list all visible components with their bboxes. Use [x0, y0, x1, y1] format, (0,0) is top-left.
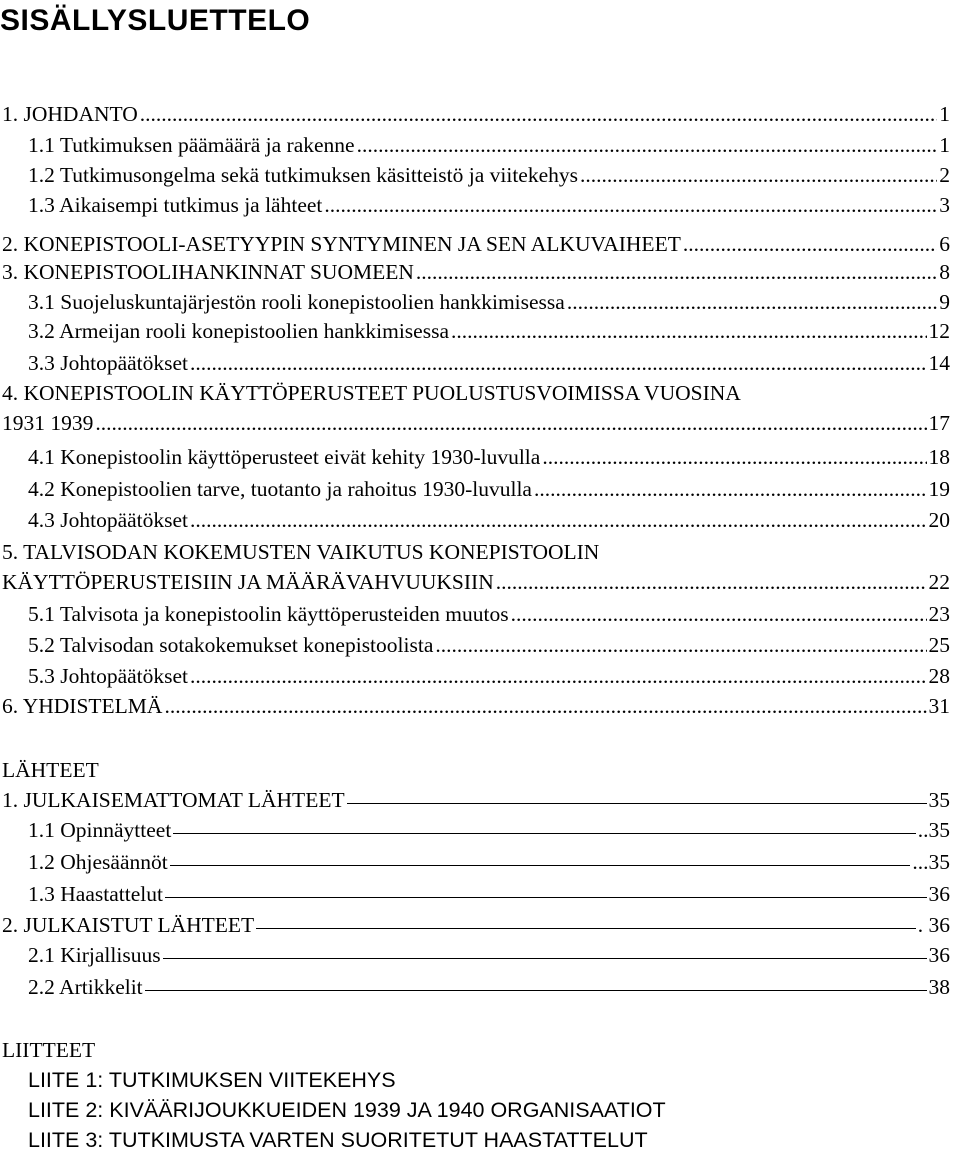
dot-leader [357, 130, 938, 160]
line-leader [165, 897, 927, 898]
toc-entry-label: 1.2 Ohjesäännöt [28, 850, 168, 874]
toc-entry-label: 1.1 Opinnäytteet [28, 818, 172, 842]
toc-entry-6 [2, 691, 950, 721]
dot-leader [534, 474, 927, 504]
toc-entry-page: 6 [939, 232, 950, 256]
toc-entry-page: 23 [928, 602, 950, 626]
toc-entry-page: 31 [928, 694, 950, 718]
toc-entry-page: 18 [928, 445, 950, 469]
toc-entry-5-line1: 5. TALVISODAN KOKEMUSTEN VAIKUTUS KONEPISTOOLIN [2, 540, 600, 564]
source-entry-1-2 [28, 847, 950, 877]
toc-entry-label: 2. KONEPISTOOLI-ASETYYPIN SYNTYMINEN JA SEN ALKUVAIHEET [2, 232, 681, 256]
toc-entry-5-1 [28, 599, 950, 629]
toc-entry-page: ...35 [912, 850, 950, 874]
toc-entry-label: 5.2 Talvisodan sotakokemukset konepistoolista [28, 633, 434, 657]
toc-entry-label: 4.3 Johtopäätökset [28, 508, 189, 532]
dot-leader [416, 257, 937, 287]
toc-entry-page: . 36 [917, 913, 950, 937]
toc-entry-johdanto [2, 99, 950, 129]
appendix-item: LIITE 3: TUTKIMUSTA VARTEN SUORITETUT HAASTATTELUT [28, 1128, 648, 1152]
toc-entry-1-1 [28, 130, 950, 160]
toc-entry-label: 2. JULKAISTUT LÄHTEET [2, 913, 255, 937]
toc-entry-1-2 [28, 160, 950, 190]
line-leader [170, 865, 911, 866]
toc-entry-page: 2 [939, 163, 950, 187]
dot-leader [580, 160, 937, 190]
toc-entry-label: 5.3 Johtopäätökset [28, 664, 189, 688]
toc-entry-page: 17 [928, 411, 950, 435]
toc-entry-label: 4.2 Konepistoolien tarve, tuotanto ja rahoitus 1930-luvulla [28, 477, 532, 501]
toc-entry-page: 14 [928, 351, 950, 375]
source-entry-2 [2, 910, 950, 940]
toc-entry-page: 20 [928, 508, 950, 532]
toc-entry-page: ..35 [917, 818, 950, 842]
toc-entry-label: 6. YHDISTELMÄ [2, 694, 163, 718]
toc-entry-page: 1 [939, 102, 950, 126]
toc-entry-3-3 [28, 348, 950, 378]
dot-leader [190, 348, 926, 378]
dot-leader [95, 408, 926, 438]
toc-entry-3 [2, 257, 950, 287]
dot-leader [567, 287, 937, 317]
source-entry-1-1 [28, 815, 950, 845]
toc-entry-page: 12 [928, 319, 950, 343]
toc-entry-label: 4.1 Konepistoolin käyttöperusteet eivät kehity 1930-luvulla [28, 445, 541, 469]
toc-entry-label: 1.3 Aikaisempi tutkimus ja lähteet [28, 193, 323, 217]
toc-entry-label: 3. KONEPISTOOLIHANKINNAT SUOMEEN [2, 260, 414, 284]
appendix-item: LIITE 2: KIVÄÄRIJOUKKUEIDEN 1939 JA 1940 ORGANISAATIOT [28, 1098, 666, 1122]
source-entry-1-3 [28, 879, 950, 909]
toc-entry-4-1 [28, 442, 950, 472]
toc-entry-label: 1. JOHDANTO [2, 102, 138, 126]
toc-entry-label: 2.1 Kirjallisuus [28, 943, 161, 967]
toc-entry-label: 5.1 Talvisota ja konepistoolin käyttöperusteiden muutos [28, 602, 509, 626]
toc-entry-5-3 [28, 661, 950, 691]
toc-entry-3-1 [28, 287, 950, 317]
toc-entry-page: 8 [939, 260, 950, 284]
toc-entry-5-2 [28, 630, 950, 660]
toc-entry-label: 1.2 Tutkimusongelma sekä tutkimuksen käsitteistö ja viitekehys [28, 163, 579, 187]
toc-entry-page: 36 [928, 943, 950, 967]
source-entry-1 [2, 785, 950, 815]
toc-entry-page: 36 [928, 882, 950, 906]
toc-entry-5 [2, 567, 950, 597]
line-leader [145, 990, 927, 991]
toc-entry-2 [2, 229, 950, 259]
toc-entry-page: 38 [928, 975, 950, 999]
page-title: SISÄLLYSLUETTELO [0, 4, 311, 37]
source-entry-2-2 [28, 972, 950, 1002]
toc-entry-4-3 [28, 505, 950, 535]
toc-entry-4-line1: 4. KONEPISTOOLIN KÄYTTÖPERUSTEET PUOLUSTUSVOIMISSA VUOSINA [2, 381, 741, 405]
dot-leader [164, 691, 926, 721]
line-leader [256, 928, 916, 929]
dot-leader [496, 567, 927, 597]
toc-entry-label: 2.2 Artikkelit [28, 975, 143, 999]
line-leader [163, 958, 927, 959]
toc-entry-label: 1. JULKAISEMATTOMAT LÄHTEET [2, 788, 345, 812]
dot-leader [511, 599, 927, 629]
dot-leader [190, 505, 926, 535]
dot-leader [451, 316, 927, 346]
toc-entry-page: 22 [928, 570, 950, 594]
toc-entry-1-3 [28, 190, 950, 220]
toc-entry-label: 1.3 Haastattelut [28, 882, 163, 906]
toc-entry-page: 1 [939, 133, 950, 157]
line-leader [347, 803, 927, 804]
toc-entry-page: 19 [928, 477, 950, 501]
sources-heading: LÄHTEET [2, 758, 99, 782]
appendices-heading: LIITTEET [2, 1038, 96, 1062]
toc-entry-page: 9 [939, 290, 950, 314]
toc-entry-label: KÄYTTÖPERUSTEISIIN JA MÄÄRÄVAHVUUKSIIN [2, 570, 494, 594]
source-entry-2-1 [28, 940, 950, 970]
dot-leader [683, 229, 937, 259]
dot-leader [435, 630, 926, 660]
toc-entry-4 [2, 408, 950, 438]
toc-entry-label: 3.1 Suojeluskuntajärjestön rooli konepistoolien hankkimisessa [28, 290, 565, 314]
toc-entry-label: 1931 1939 [2, 411, 94, 435]
dot-leader [542, 442, 926, 472]
toc-entry-page: 28 [928, 664, 950, 688]
toc-entry-page: 3 [939, 193, 950, 217]
toc-entry-label: 3.3 Johtopäätökset [28, 351, 189, 375]
line-leader [173, 833, 915, 834]
toc-entry-4-2 [28, 474, 950, 504]
toc-entry-label: 3.2 Armeijan rooli konepistoolien hankkimisessa [28, 319, 449, 343]
toc-entry-label: 1.1 Tutkimuksen päämäärä ja rakenne [28, 133, 355, 157]
dot-leader [190, 661, 926, 691]
appendix-item: LIITE 1: TUTKIMUKSEN VIITEKEHYS [28, 1068, 396, 1092]
toc-entry-3-2 [28, 316, 950, 346]
dot-leader [140, 99, 937, 129]
toc-entry-page: 35 [928, 788, 950, 812]
toc-entry-page: 25 [928, 633, 950, 657]
dot-leader [324, 190, 937, 220]
